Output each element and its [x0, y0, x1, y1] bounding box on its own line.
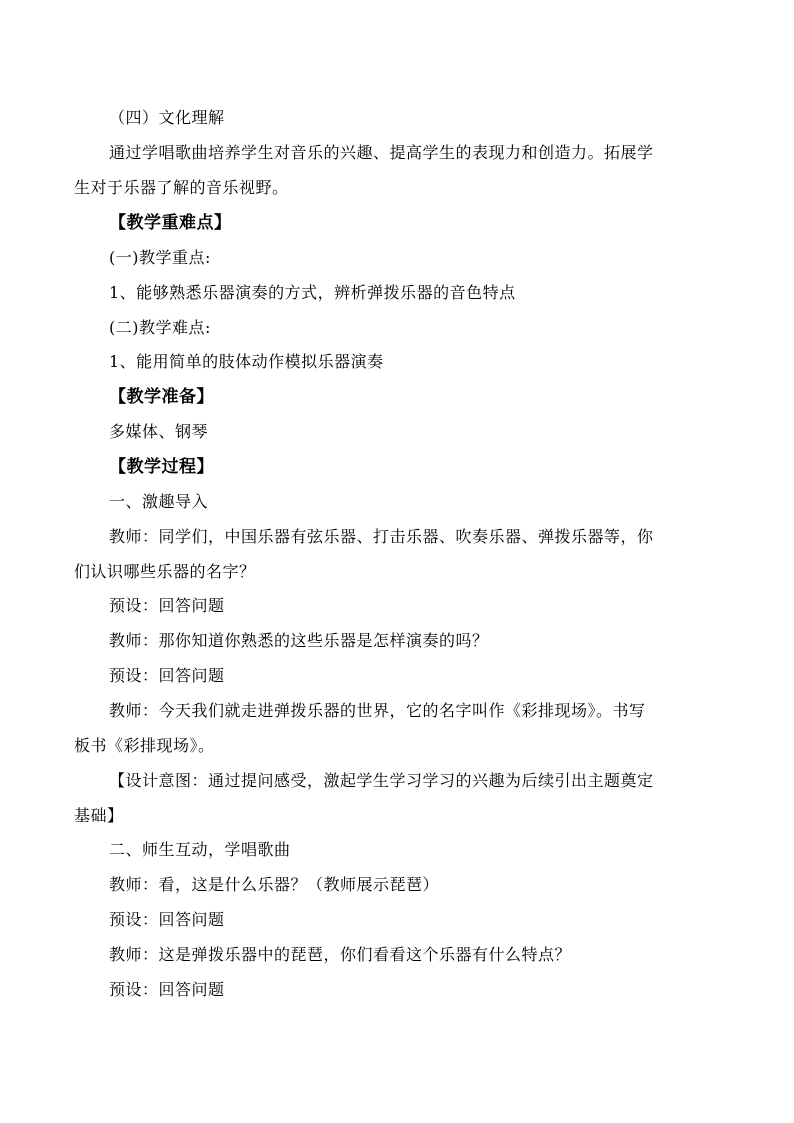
paragraph-line: 预设：回答问题	[109, 910, 225, 929]
subheading-part-one: 一、激趣导入	[109, 492, 209, 511]
list-item: 1、能够熟悉乐器演奏的方式，辨析弹拨乐器的音色特点	[109, 283, 516, 302]
paragraph-line: 生对于乐器了解的音乐视野。	[74, 178, 289, 197]
section-heading-process: 【教学过程】	[109, 457, 214, 477]
section-heading-cultural-understanding: （四）文化理解	[109, 108, 225, 127]
subheading-difficult-points: (二)教学难点:	[109, 318, 211, 337]
list-item: 1、能用简单的肢体动作模拟乐器演奏	[109, 352, 384, 371]
paragraph-line: 预设：回答问题	[109, 980, 225, 999]
paragraph-line: 预设：回答问题	[109, 596, 225, 615]
design-intent-note: 【设计意图：通过提问感受，激起学生学习学习的兴趣为后续引出主题奠定	[109, 771, 654, 790]
paragraph-line: 教师：这是弹拨乐器中的琵琶，你们看看这个乐器有什么特点？	[109, 945, 572, 964]
section-heading-key-difficult-points: 【教学重难点】	[109, 213, 232, 233]
paragraph-line: 教师：今天我们就走进弹拨乐器的世界，它的名字叫作《彩排现场》。书写	[109, 701, 646, 720]
paragraph-line: 教师：那你知道你熟悉的这些乐器是怎样演奏的吗？	[109, 631, 489, 650]
paragraph-line: 通过学唱歌曲培养学生对音乐的兴趣、提高学生的表现力和创造力。拓展学	[109, 143, 654, 162]
design-intent-note: 基础】	[74, 806, 124, 825]
paragraph-line: 教师：看，这是什么乐器？（教师展示琵琶）	[109, 875, 440, 894]
paragraph-line: 教师：同学们，中国乐器有弦乐器、打击乐器、吹奏乐器、弹拨乐器等，你	[109, 527, 654, 546]
paragraph-line: 板书《彩排现场》。	[74, 736, 215, 755]
paragraph-line: 们认识哪些乐器的名字？	[74, 562, 256, 581]
section-heading-preparation: 【教学准备】	[109, 387, 214, 407]
subheading-key-points: (一)教学重点:	[109, 248, 211, 267]
subheading-part-two: 二、师生互动，学唱歌曲	[109, 840, 291, 859]
paragraph-line: 预设：回答问题	[109, 666, 225, 685]
paragraph-line: 多媒体、钢琴	[109, 422, 209, 441]
